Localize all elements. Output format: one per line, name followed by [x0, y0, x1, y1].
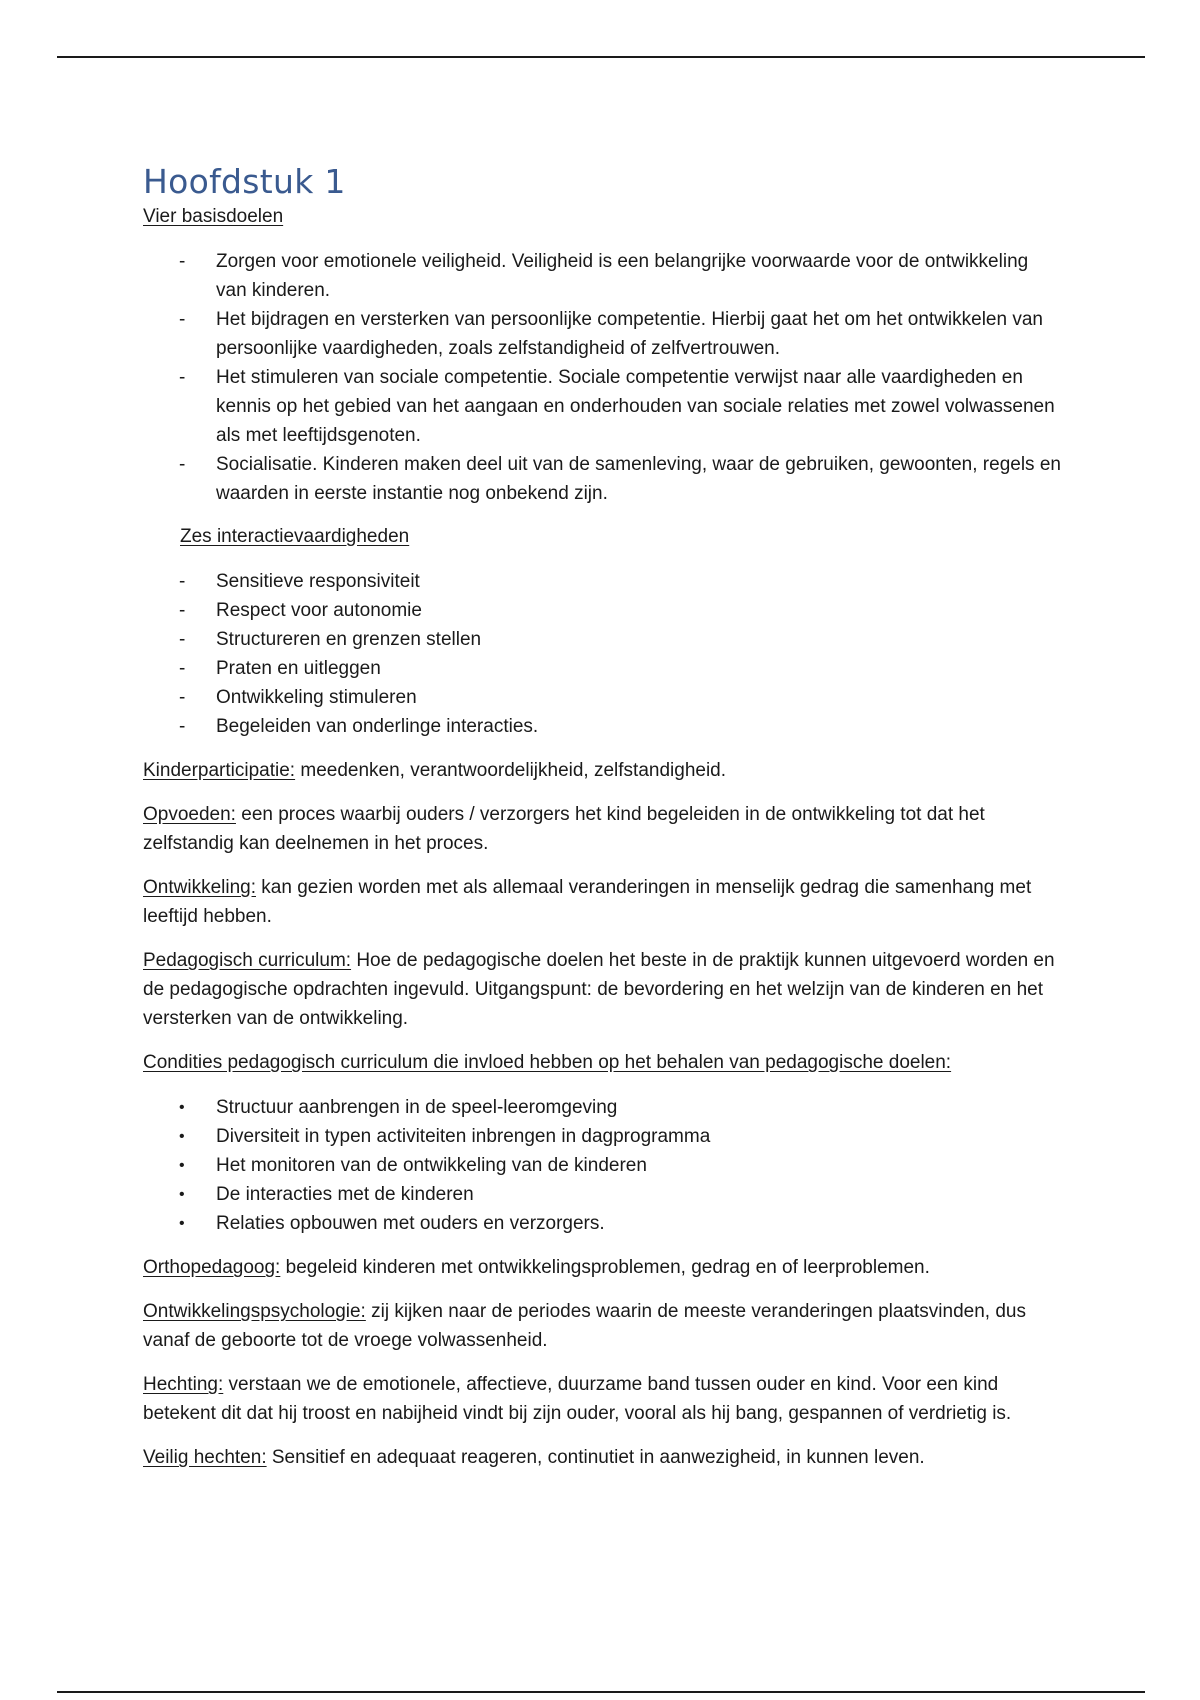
section-title-basisdoelen: Vier basisdoelen — [143, 206, 284, 227]
list-item: • Diversiteit in typen activiteiten inbrengen in dagprogramma — [143, 1122, 1063, 1151]
list-item: - Begeleiden van onderlinge interacties. — [143, 712, 1063, 741]
list-item: - Praten en uitleggen — [143, 654, 1063, 683]
definition-ontwikkeling — [143, 873, 1063, 931]
conditions-title: Condities pedagogisch curriculum die invloed hebben op het behalen van pedagogische doelen: — [143, 1052, 952, 1073]
list-item: - Socialisatie. Kinderen maken deel uit van de samenleving, waar de gebruiken, gewoonten, regels en waarden in eerste instantie nog onbekend zijn. — [143, 450, 1063, 508]
definition-term: Kinderparticipatie: — [143, 760, 296, 781]
bullet-marker: • — [179, 1186, 185, 1203]
dash-marker: - — [179, 251, 186, 272]
dash-marker: - — [179, 687, 186, 708]
list-item: - Sensitieve responsiviteit — [143, 567, 1063, 596]
header-rule — [57, 56, 1145, 58]
list-item: • Relaties opbouwen met ouders en verzorgers. — [143, 1209, 1063, 1238]
bullet-marker: • — [179, 1099, 185, 1116]
dash-marker: - — [179, 629, 186, 650]
document-page — [143, 162, 1063, 1472]
list-item: - Respect voor autonomie — [143, 596, 1063, 625]
definition-text: begeleid kinderen met ontwikkelingsproblemen, gedrag en of leerproblemen. — [280, 1257, 930, 1278]
footer-rule — [57, 1691, 1145, 1693]
conditions-list — [143, 1093, 1063, 1238]
definition-term: Opvoeden: — [143, 804, 236, 825]
definition-orthopedagoog — [143, 1253, 1063, 1282]
definition-kinderparticipatie — [143, 756, 1063, 785]
definition-ontwikkelingspsychologie — [143, 1297, 1063, 1355]
definition-term: Ontwikkelingspsychologie: — [143, 1301, 366, 1322]
list-item: • Structuur aanbrengen in de speel-leeromgeving — [143, 1093, 1063, 1122]
dash-marker: - — [179, 600, 186, 621]
definition-term: Hechting: — [143, 1374, 224, 1395]
definition-pedagogisch-curriculum — [143, 946, 1063, 1033]
basisdoelen-list — [143, 247, 1063, 508]
definition-term: Orthopedagoog: — [143, 1257, 281, 1278]
bullet-marker: • — [179, 1128, 185, 1145]
dash-marker: - — [179, 309, 186, 330]
definition-term: Veilig hechten: — [143, 1447, 267, 1468]
definition-text: zij kijken naar de periodes waarin de meeste veranderingen plaatsvinden, dus vanaf de geboorte tot de vroege volwassenheid. — [143, 1301, 1026, 1351]
section-title-interactievaardigheden: Zes interactievaardigheden — [180, 526, 410, 547]
definition-term: Ontwikkeling: — [143, 877, 256, 898]
definition-term: Pedagogisch curriculum: — [143, 950, 352, 971]
definition-opvoeden — [143, 800, 1063, 858]
list-item: - Het stimuleren van sociale competentie. Sociale competentie verwijst naar alle vaardigheden en kennis op het gebied van het aangaan en onderhouden van sociale relaties met zowel volwassenen als met leeftijdsgenoten. — [143, 363, 1063, 450]
definition-text: een proces waarbij ouders / verzorgers het kind begeleiden in de ontwikkeling tot dat het zelfstandig kan deelnemen in het proces. — [143, 804, 985, 854]
definition-veilig-hechten — [143, 1443, 1063, 1472]
dash-marker: - — [179, 716, 186, 737]
definition-text: kan gezien worden met als allemaal veranderingen in menselijk gedrag die samenhang met leeftijd hebben. — [143, 877, 1032, 927]
bullet-marker: • — [179, 1215, 185, 1232]
definition-text: Sensitief en adequaat reageren, continutiet in aanwezigheid, in kunnen leven. — [266, 1447, 925, 1468]
bullet-marker: • — [179, 1157, 185, 1174]
definition-text: verstaan we de emotionele, affectieve, duurzame band tussen ouder en kind. Voor een kind betekent dit dat hij troost en nabijheid vindt bij zijn ouder, vooral als hij bang, gespannen of verdrietig is. — [143, 1374, 1012, 1424]
list-item: - Ontwikkeling stimuleren — [143, 683, 1063, 712]
dash-marker: - — [179, 571, 186, 592]
list-item: - Structureren en grenzen stellen — [143, 625, 1063, 654]
definition-text: Hoe de pedagogische doelen het beste in de praktijk kunnen uitgevoerd worden en de pedagogische opdrachten ingevuld. Uitgangspunt: de bevordering en het welzijn van de kinderen en het versterken van de ontwikkeling. — [143, 950, 1055, 1029]
page-title: Hoofdstuk 1 — [143, 162, 346, 201]
list-item: - Het bijdragen en versterken van persoonlijke competentie. Hierbij gaat het om het ontwikkelen van persoonlijke vaardigheden, zoals zelfstandigheid of zelfvertrouwen. — [143, 305, 1063, 363]
list-item: - Zorgen voor emotionele veiligheid. Veiligheid is een belangrijke voorwaarde voor de ontwikkeling van kinderen. — [143, 247, 1063, 305]
dash-marker: - — [179, 658, 186, 679]
dash-marker: - — [179, 367, 186, 388]
definition-text: meedenken, verantwoordelijkheid, zelfstandigheid. — [295, 760, 727, 781]
definition-hechting — [143, 1370, 1063, 1428]
list-item: • Het monitoren van de ontwikkeling van de kinderen — [143, 1151, 1063, 1180]
dash-marker: - — [179, 454, 186, 475]
interactievaardigheden-list — [143, 567, 1063, 741]
list-item: • De interacties met de kinderen — [143, 1180, 1063, 1209]
